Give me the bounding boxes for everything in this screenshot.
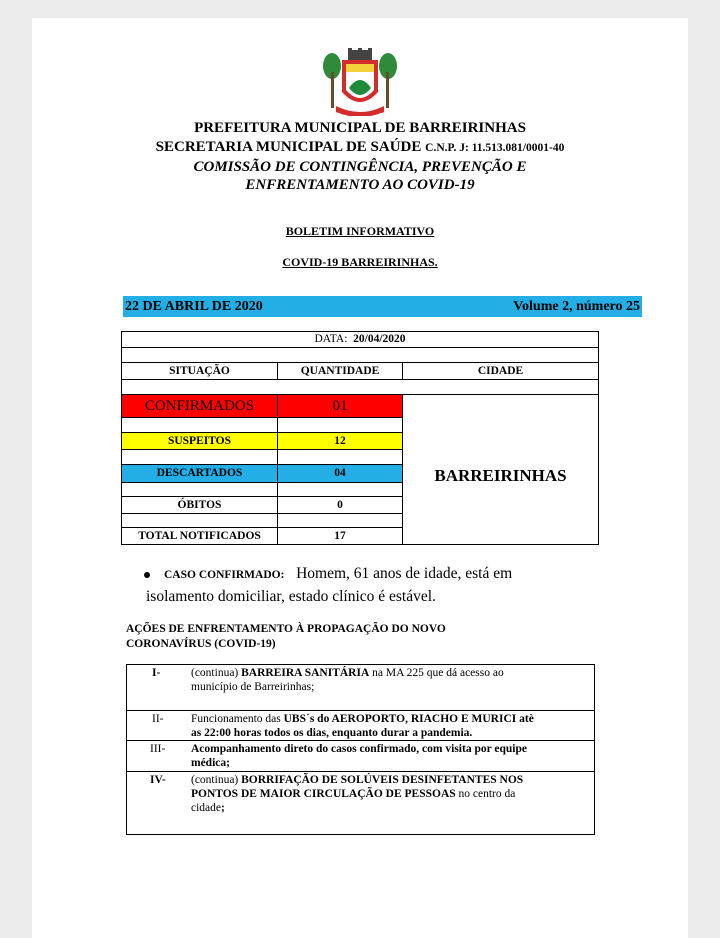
acao-2	[191, 712, 591, 740]
row-total-label: TOTAL NOTIFICADOS	[138, 530, 261, 542]
row-obitos-value: 0	[337, 499, 343, 511]
table-rule	[126, 771, 595, 772]
row-obitos-label: ÓBITOS	[177, 499, 222, 511]
header-quantidade: QUANTIDADE	[300, 365, 380, 377]
cidade-value: BARREIRINHAS	[434, 466, 567, 485]
table-rule	[121, 482, 403, 483]
acao-2-num: II-	[152, 713, 164, 725]
table-rule	[121, 362, 599, 363]
date-volume-bar	[123, 296, 642, 317]
acoes-title-2: CORONAVÍRUS (COVID-19)	[126, 638, 276, 650]
acao-4-line2-post: no centro da	[455, 788, 516, 800]
table-rule	[121, 379, 599, 380]
bulletin-subtitle: COVID-19 BARREIRINHAS.	[282, 255, 438, 269]
acao-4-line2-bold: PONTOS DE MAIOR CIRCULAÇÃO DE PESSOAS	[191, 788, 456, 800]
table-rule	[402, 362, 403, 379]
acao-3-line2: médica;	[191, 757, 230, 769]
acao-1-num: I-	[152, 667, 161, 679]
comissao-title: COMISSÃO DE CONTINGÊNCIA, PREVENÇÃO E	[193, 159, 527, 175]
bulletin-volume: Volume 2, número 25	[513, 299, 640, 314]
acoes-heading	[126, 622, 446, 652]
acao-1	[191, 666, 586, 694]
caso-text-1: Homem, 61 anos de idade, está em	[296, 565, 513, 582]
table-rule	[402, 394, 403, 544]
row-total-value: 17	[334, 530, 346, 542]
table-rule	[277, 394, 278, 544]
table-rule	[121, 417, 403, 418]
row-suspeitos-label: SUSPEITOS	[122, 433, 277, 449]
table-rule	[277, 362, 278, 379]
table-rule	[126, 710, 595, 711]
caso-confirmado	[146, 563, 596, 607]
table-rule	[121, 449, 403, 450]
bullet-icon	[144, 572, 150, 578]
acao-2-bold: UBS´s do AEROPORTO, RIACHO E MURICI atè	[283, 713, 534, 725]
secretaria-line	[0, 138, 720, 157]
secretaria-title: SECRETARIA MUNICIPAL DE SAÚDE	[155, 139, 422, 155]
acao-1-pre: (continua)	[191, 667, 242, 679]
header-situacao: SITUAÇÃO	[169, 365, 230, 377]
caso-label: CASO CONFIRMADO:	[164, 569, 285, 581]
bulletin-date: 22 DE ABRIL DE 2020	[125, 299, 263, 314]
acao-1-post: na MA 225 que dá acesso ao	[369, 667, 504, 679]
table-rule	[121, 347, 599, 348]
table-rule	[121, 464, 403, 465]
acao-4-line3: cidade	[191, 802, 222, 814]
table-date-row	[122, 331, 598, 347]
acao-4-bold: BORRIFAÇÃO DE SOLÚVEIS DESINFETANTES NOS	[241, 774, 524, 786]
acao-1-line2: município de Barreirinhas;	[191, 681, 315, 693]
acao-3	[191, 742, 591, 770]
date-value: 20/04/2020	[353, 333, 406, 345]
table-rule	[121, 432, 403, 433]
table-rule	[121, 513, 403, 514]
row-confirmados-label: CONFIRMADOS	[122, 395, 277, 417]
table-rule	[121, 496, 403, 497]
acao-4-line3-bold: ;	[221, 802, 225, 814]
date-label: DATA:	[314, 333, 348, 345]
municipal-coat-of-arms-icon	[322, 48, 398, 116]
header-cidade: CIDADE	[477, 365, 524, 377]
row-suspeitos-value: 12	[278, 433, 402, 449]
acoes-title-1: AÇÕES DE ENFRENTAMENTO À PROPAGAÇÃO DO NOVO	[126, 623, 446, 635]
acao-4-pre: (continua)	[191, 774, 242, 786]
row-confirmados-value: 01	[278, 395, 402, 417]
acao-1-bold: BARREIRA SANITÁRIA	[241, 667, 370, 679]
acao-4-num: IV-	[150, 774, 166, 786]
acao-2-line2: as 22:00 horas todos os dias, enquanto durar a pandemia.	[191, 727, 473, 739]
table-rule	[126, 740, 595, 741]
acao-4	[191, 773, 591, 815]
prefeitura-title: PREFEITURA MUNICIPAL DE BARREIRINHAS	[194, 120, 526, 136]
acao-3-bold: Acompanhamento direto do casos confirmado, com visita por equipe	[191, 743, 527, 755]
row-descartados-value: 04	[278, 465, 402, 482]
caso-text-2: isolamento domiciliar, estado clínico é estável.	[146, 588, 436, 605]
cnpj: C.N.P. J: 11.513.081/0001-40	[425, 142, 565, 154]
bulletin-title: BOLETIM INFORMATIVO	[285, 224, 435, 238]
acao-2-pre: Funcionamento das	[191, 713, 284, 725]
comissao-subtitle: ENFRENTAMENTO AO COVID-19	[245, 177, 475, 193]
table-rule	[121, 527, 403, 528]
row-descartados-label: DESCARTADOS	[122, 465, 277, 482]
table-rule	[121, 394, 599, 395]
acao-3-num: III-	[150, 743, 166, 755]
